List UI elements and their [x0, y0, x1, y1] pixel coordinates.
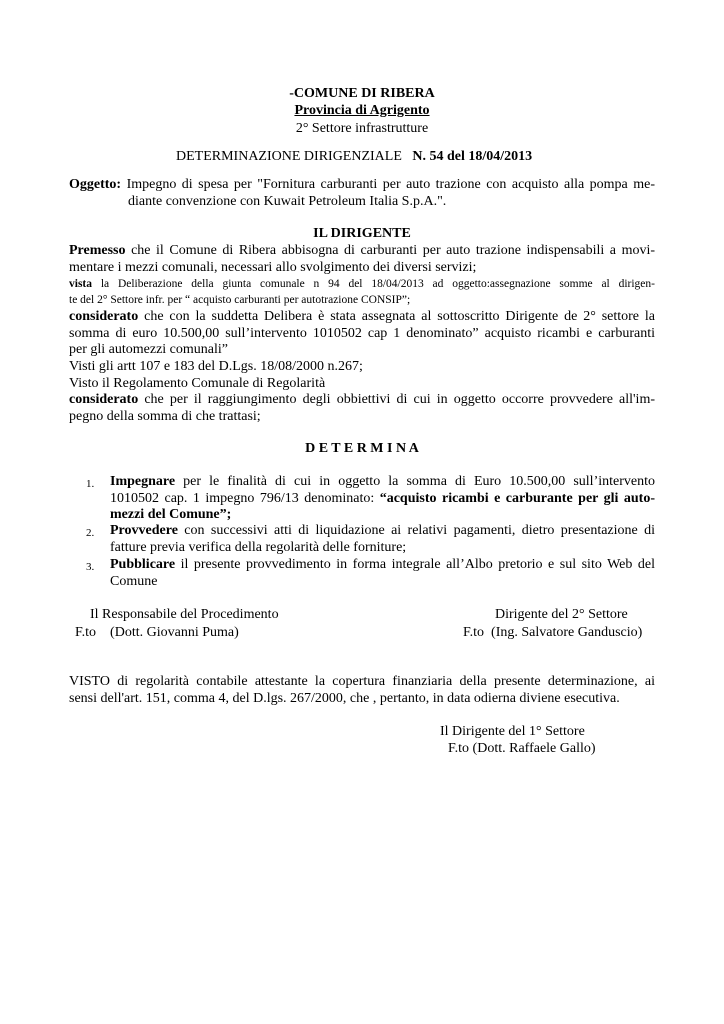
- item-1-text-2-bold: “acquisto ricambi e carburante per gli auto-: [379, 491, 655, 506]
- considerato2-line-1: [69, 392, 655, 408]
- considerato-line-2: [69, 326, 655, 342]
- item-1-number: 1.: [86, 478, 95, 490]
- visto-regolamento-line: Visto il Regolamento Comunale di Regolarità: [69, 376, 326, 391]
- il-dirigente-heading: IL DIRIGENTE: [313, 226, 411, 241]
- determinazione-number: N. 54 del 18/04/2013: [412, 149, 533, 164]
- item-3-line-2: Comune: [110, 574, 158, 589]
- premesso-label: Premesso: [69, 243, 126, 258]
- dirigente-2-name: F.to (Ing. Salvatore Ganduscio): [463, 625, 643, 640]
- vista-label: vista: [69, 278, 92, 290]
- settore-title: 2° Settore infrastrutture: [295, 121, 429, 136]
- considerato-text-1: che con la suddetta Delibera è stata assegnata al sottoscritto Dirigente de 2° settore la: [144, 309, 656, 324]
- item-1-line-3: mezzi del Comune”;: [110, 507, 232, 522]
- considerato2-text-1: che per il raggiungimento degli obbiettivi di cui in oggetto occorre provvedere all'im-: [144, 392, 655, 407]
- item-1-text-2: 1010502 cap. 1 impegno 796/13 denominato:: [110, 491, 380, 506]
- considerato2-line-2: pegno della somma di che trattasi;: [69, 409, 261, 424]
- vista-text-1: la Deliberazione della giunta comunale n 94 del 18/04/2013 ad oggetto:assegnazione somme al dirigen-: [100, 278, 655, 290]
- dirigente-1-title: Il Dirigente del 1° Settore: [440, 724, 585, 739]
- responsabile-title: Il Responsabile del Procedimento: [90, 607, 279, 622]
- oggetto-line-2: diante convenzione con Kuwait Petroleum Italia S.p.A.".: [128, 194, 447, 209]
- item-3-number: 3.: [86, 561, 95, 573]
- vista-line-1: [69, 278, 655, 290]
- item-3-bold: Pubblicare: [110, 557, 176, 572]
- determina-heading: D E T E R M I N A: [305, 441, 419, 456]
- visto-line-1: [69, 674, 655, 690]
- oggetto-label: Oggetto:: [69, 177, 122, 192]
- determinazione-heading: [176, 149, 532, 165]
- item-2-bold: Provvedere: [110, 523, 178, 538]
- determinazione-label: DETERMINAZIONE DIRIGENZIALE: [176, 149, 402, 164]
- dirigente-2-title: Dirigente del 2° Settore: [495, 607, 628, 622]
- oggetto-text-1: Impegno di spesa per "Fornitura carburanti per auto trazione con acquisto alla pompa me-: [126, 177, 655, 192]
- item-1-text-1: per le finalità di cui in oggetto la somma di Euro 10.500,00 sull’intervento: [183, 474, 655, 489]
- visto-line-2: sensi dell'art. 151, comma 4, del D.lgs. 267/2000, che , pertanto, in data odierna diviene esecutiva.: [69, 691, 620, 706]
- item-1-line-2: [110, 491, 655, 507]
- item-2-text-1: con successivi atti di liquidazione ai relativi pagamenti, dietro presentazione di: [184, 523, 655, 538]
- item-2-line-1: [110, 523, 655, 539]
- comune-title: -COMUNE DI RIBERA: [289, 86, 435, 101]
- provincia-title: Provincia di Agrigento: [294, 103, 430, 118]
- premesso-line-1: [69, 243, 655, 259]
- item-1-line-1: [110, 474, 655, 490]
- responsabile-name: F.to (Dott. Giovanni Puma): [75, 625, 239, 640]
- oggetto-line-1: [69, 177, 655, 193]
- visti-line: Visti gli artt 107 e 183 del D.Lgs. 18/08/2000 n.267;: [69, 359, 363, 374]
- item-3-text-1: il presente provvedimento in forma integrale all’Albo pretorio e sul sito Web del: [180, 557, 656, 572]
- considerato-line-1: [69, 309, 655, 325]
- visto-text-1: VISTO di regolarità contabile attestante la copertura finanziaria della presente determinazione, ai: [69, 674, 655, 689]
- premesso-line-2: mentare i mezzi comunali, necessari allo svolgimento dei diversi servizi;: [69, 260, 477, 275]
- premesso-text-1: che il Comune di Ribera abbisogna di carburanti per auto trazione indispensabili a movi-: [131, 243, 656, 258]
- item-3-line-1: [110, 557, 655, 573]
- item-1-bold: Impegnare: [110, 474, 176, 489]
- item-2-line-2: fatture previa verifica della regolarità delle forniture;: [110, 540, 407, 555]
- considerato-line-3: per gli automezzi comunali”: [69, 342, 228, 357]
- considerato-label: considerato: [69, 309, 139, 324]
- item-2-number: 2.: [86, 527, 95, 539]
- dirigente-1-name: F.to (Dott. Raffaele Gallo): [448, 741, 596, 756]
- considerato2-label: considerato: [69, 392, 139, 407]
- considerato-text-2: somma di euro 10.500,00 sull’intervento 1010502 cap 1 denominato” acquisto ricambi e carburanti: [69, 326, 655, 341]
- vista-line-2: te del 2° Settore infr. per “ acquisto carburanti per autotrazione CONSIP”;: [69, 294, 411, 306]
